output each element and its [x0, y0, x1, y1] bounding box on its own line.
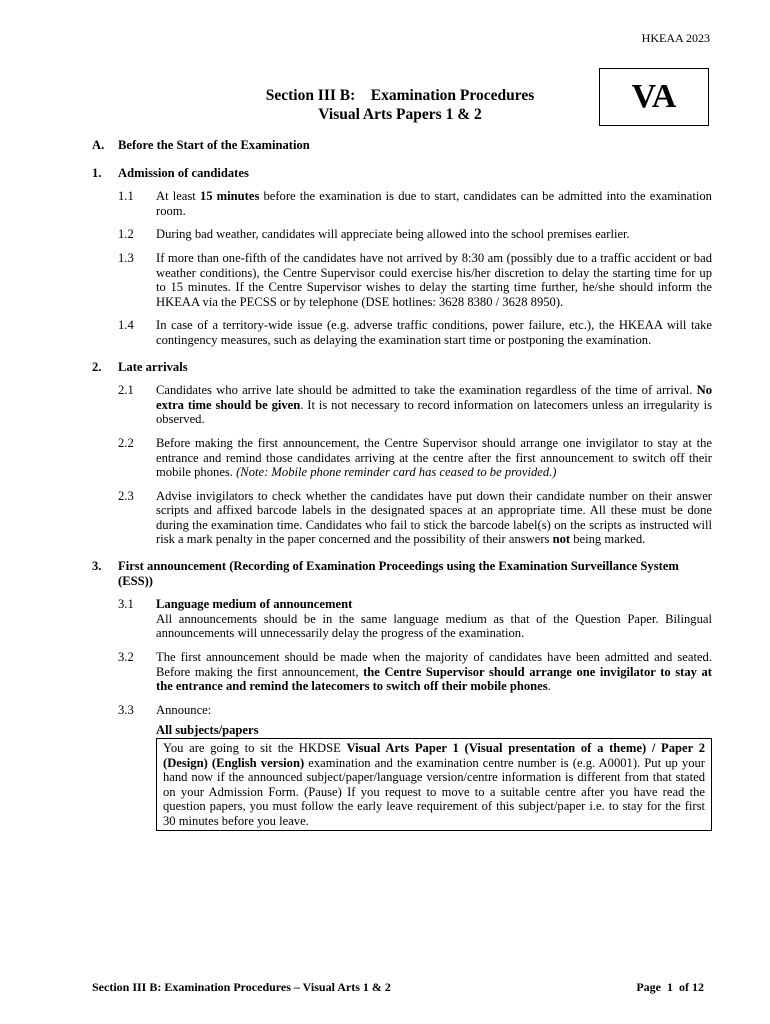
page-title	[200, 86, 600, 124]
item-1-4: 1.4 In case of a territory-wide issue (e.g. adverse traffic conditions, power failure, etc.), the HKEAA will take contingency measures, such as delaying the examination start time or postponing the examination.	[118, 318, 712, 347]
document-body	[92, 138, 712, 831]
announcement-label: All subjects/papers	[156, 723, 259, 738]
item-1-3: 1.3 If more than one-fifth of the candidates have not arrived by 8:30 am (possibly due to a traffic accident or bad weather conditions), the Centre Supervisor could exercise his/her discretion to delay the starting time for up to 15 minutes. If the Centre Supervisor wishes to delay the starting time further, he/she should inform the HKEAA via the PECSS or by telephone (DSE hotlines: 3628 8380 / 3628 8950).	[118, 250, 712, 309]
footer-title: Section III B: Examination Procedures – Visual Arts 1 & 2	[92, 980, 391, 994]
header-org-year: HKEAA 2023	[641, 31, 710, 45]
item-3-2: 3.2 The first announcement should be made when the majority of candidates have been admitted and seated. Before making the first announcement, the Centre Supervisor should arrange one invigilator to stay at the entrance and remind the latecomers to switch off their mobile phones.	[118, 650, 712, 694]
item-2-1: 2.1 Candidates who arrive late should be admitted to take the examination regardless of the time of arrival. No extra time should be given. It is not necessary to record information on latecomers unless an irregularity is observed.	[118, 383, 712, 427]
heading-first-announcement: 3. First announcement (Recording of Examination Proceedings using the Examination Surveillance System (ESS))	[92, 559, 679, 588]
item-2-3: 2.3 Advise invigilators to check whether the candidates have put down their candidate number on their answer scripts and affixed barcode labels in the designated spaces at an appropriate time. All these must be done during the examination time. Candidates who fail to stick the barcode label(s) on the scripts as instructed will risk a mark penalty in the paper concerned and the possibility of their answers not being marked.	[118, 488, 712, 547]
heading-admission: 1. Admission of candidates	[92, 165, 249, 180]
page-footer	[92, 980, 704, 995]
title-line-2: Visual Arts Papers 1 & 2	[318, 106, 482, 123]
announcement-box: You are going to sit the HKDSE Visual Arts Paper 1 (Visual presentation of a theme) / Paper 2 (Design) (English version) examination and the examination centre number is (e.g. A0001). Put up your hand now if the announced subject/paper/language version/centre information is different from that stated on your Admission Form. (Pause) If you request to move to a suitable centre after you have read the question papers, you must follow the early leave requirement of this subject/paper i.e. to stay for the first 30 minutes before you leave.	[156, 738, 712, 831]
item-1-2: 1.2 During bad weather, candidates will appreciate being allowed into the school premises earlier.	[118, 227, 630, 242]
item-1-1: 1.1 At least 15 minutes before the examination is due to start, candidates can be admitted into the examination room.	[118, 189, 712, 218]
section-a-heading: A. Before the Start of the Examination	[92, 138, 310, 152]
title-line-1: Section III B: Examination Procedures	[265, 87, 535, 104]
heading-late-arrivals: 2. Late arrivals	[92, 359, 188, 374]
item-3-1: 3.1 Language medium of announcement All announcements should be in the same language medium as that of the Question Paper. Bilingual announcements will unnecessarily delay the progress of the examination.	[118, 597, 712, 641]
item-3-3: 3.3 Announce:	[118, 702, 212, 717]
page-number: Page 1 of 12	[636, 980, 704, 994]
item-2-2: 2.2 Before making the first announcement, the Centre Supervisor should arrange one invigilator to stay at the entrance and remind those candidates arriving at the centre after the first announcement to switch off their mobile phones. (Note: Mobile phone reminder card has ceased to be provided.)	[118, 435, 712, 480]
subject-badge: VA	[599, 68, 709, 126]
